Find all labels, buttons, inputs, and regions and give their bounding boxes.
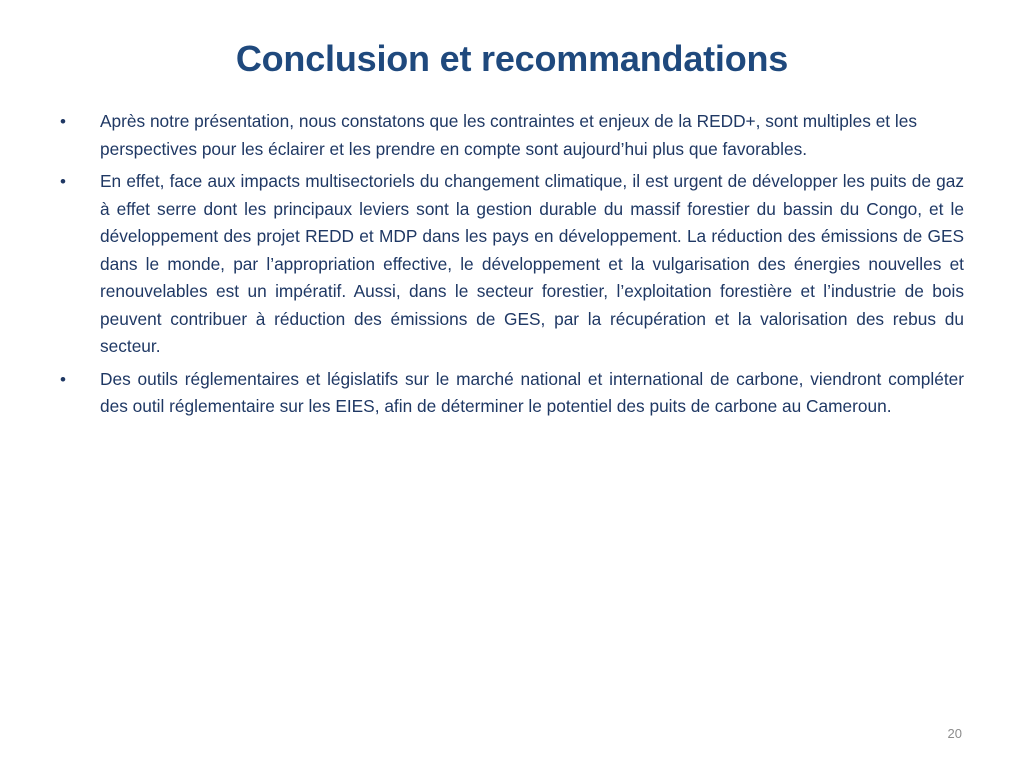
bullet-icon: • bbox=[60, 172, 66, 191]
page-number: 20 bbox=[947, 726, 962, 741]
bullet-text: Après notre présentation, nous constatons que les contraintes et enjeux de la REDD+, sont multiples et les perspectives pour les éclairer et les prendre en compte sont aujourd’hui plus que favorables. bbox=[100, 111, 918, 159]
bullet-item-1 bbox=[60, 108, 964, 163]
bullet-item-2 bbox=[60, 168, 964, 361]
bullet-item-3 bbox=[60, 366, 964, 421]
bullet-list bbox=[60, 108, 964, 426]
bullet-text: Des outils réglementaires et législatifs sur le marché national et international de carbone, viendront compléter des outil réglementaire sur les EIES, afin de déterminer le potentiel des puits de carbone au Cameroun. bbox=[100, 368, 964, 416]
slide-title: Conclusion et recommandations bbox=[235, 38, 789, 79]
bullet-icon: • bbox=[60, 369, 66, 389]
bullet-icon: • bbox=[60, 112, 66, 131]
bullet-text: En effet, face aux impacts multisectoriels du changement climatique, il est urgent de développer les puits de gaz à effet serre dont les principaux leviers sont la gestion durable du massif forestier du bassin du Congo, et le développement des projet REDD et MDP dans les pays en développement. La réduction des émissions de GES dans le monde, par l’appropriation effective, le développement et la vulgarisation des énergies nouvelles et renouvelables est un impératif. Aussi, dans le secteur forestier, l’exploitation forestière et l’industrie de bois peuvent contribuer à réduction des émissions de GES, par la récupération et la valorisation des rebus du secteur. bbox=[100, 171, 964, 356]
